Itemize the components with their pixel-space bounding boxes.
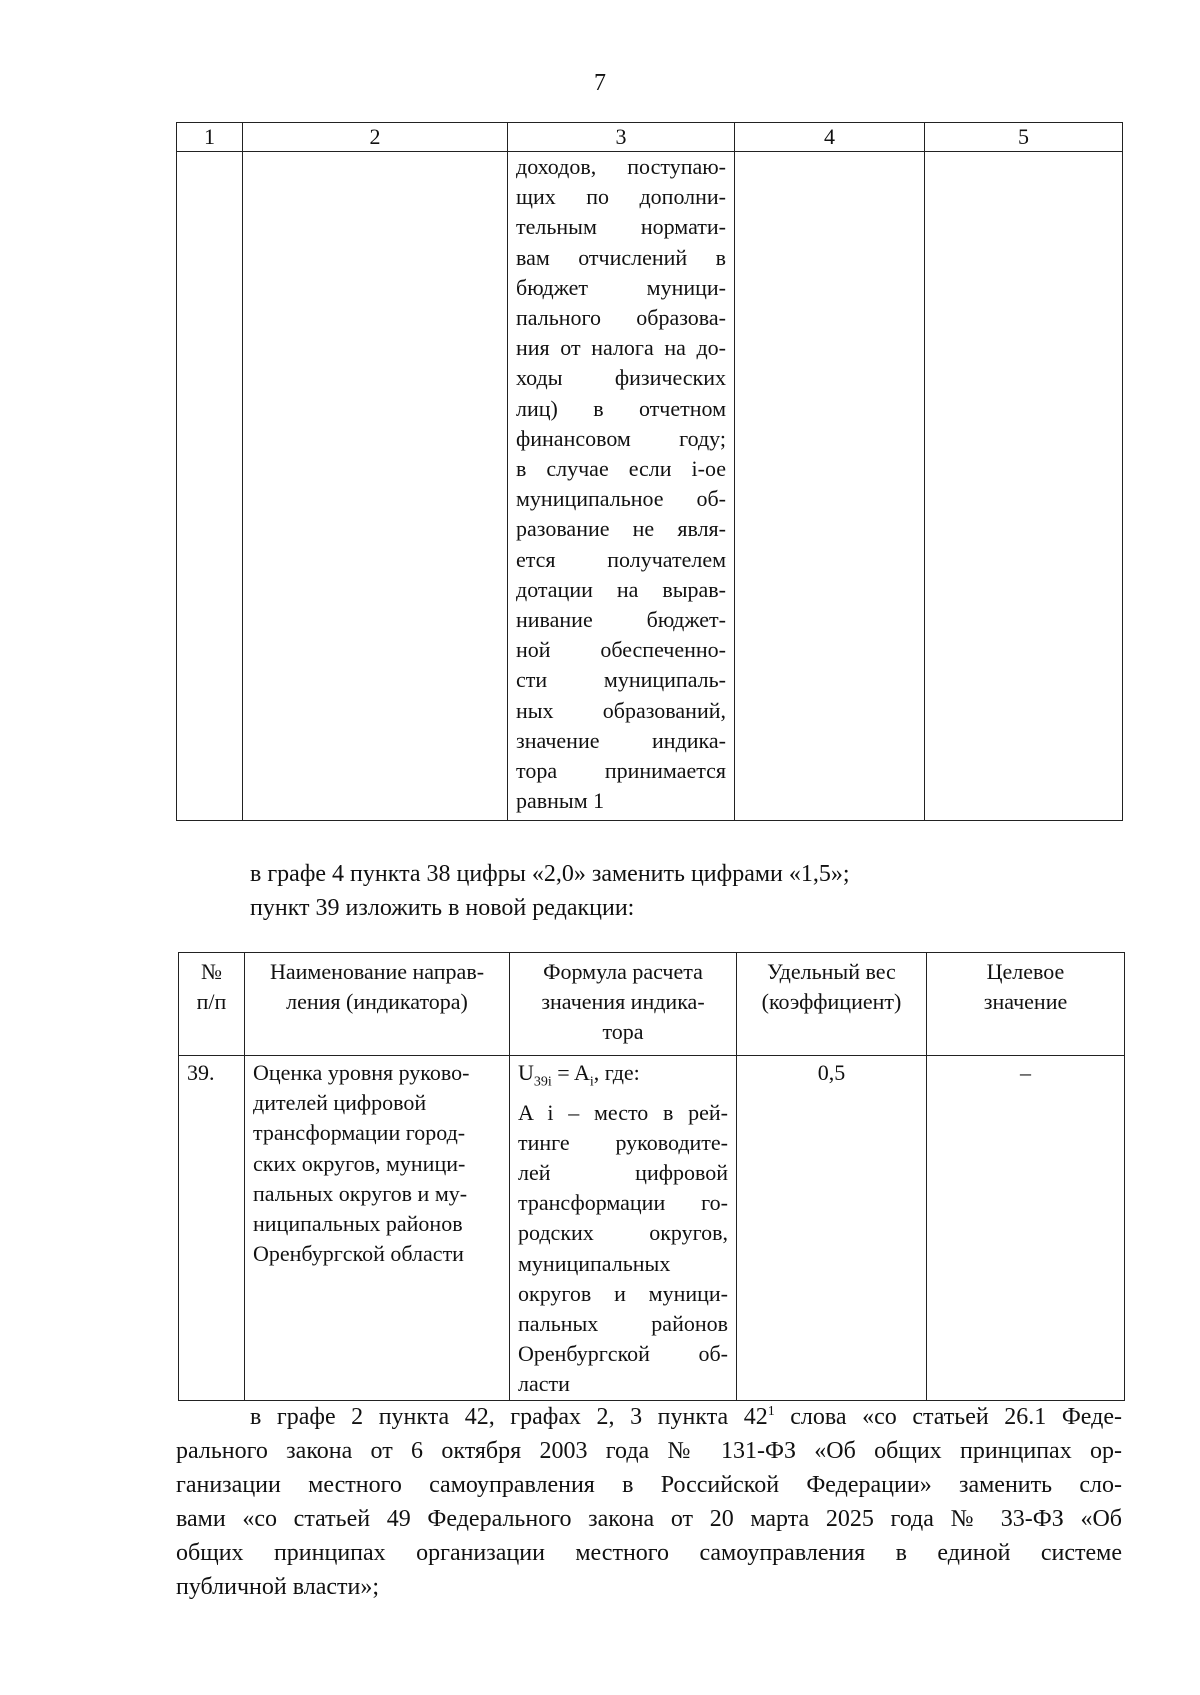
text-line: сти муниципаль- xyxy=(516,667,726,693)
table-continuation xyxy=(176,122,1123,821)
paragraph-amend-42 xyxy=(176,1400,1122,1604)
text-line: бюджет муници- xyxy=(516,274,726,300)
text-line: Оренбургской об- xyxy=(518,1341,728,1367)
paragraph-line: публичной власти»; xyxy=(176,1574,380,1600)
formula-line: $U_{39i} = A_i$, где: xyxy=(518,1060,640,1090)
paragraph-line: общих принципах организации местного самоуправления в единой системе xyxy=(176,1540,1122,1566)
table-row xyxy=(177,152,1123,821)
text-line: муниципальное об- xyxy=(516,486,726,512)
column-number-1: 1 xyxy=(177,123,243,152)
table-header-row xyxy=(177,123,1123,152)
text-line: пального образова- xyxy=(516,305,726,331)
paragraph-line: рального закона от 6 октября 2003 года № 131-ФЗ «Об общих принципах ор- xyxy=(176,1438,1122,1464)
header-weight: Удельный вес (коэффициент) xyxy=(737,953,927,1056)
text-line: Оренбургской области xyxy=(253,1241,464,1267)
text-line: финансовом году; xyxy=(516,425,726,451)
text-line: тора принимается xyxy=(516,758,726,784)
text-line: родских округов, xyxy=(518,1220,728,1246)
formula-cell xyxy=(510,1056,737,1401)
text-line: вам отчислений в xyxy=(516,244,726,270)
text-line: ских округов, муници- xyxy=(253,1150,466,1176)
text-line: ласти xyxy=(518,1371,570,1397)
text-line: ния от налога на до- xyxy=(516,335,726,361)
cell-empty xyxy=(735,152,925,821)
row-number: 39. xyxy=(179,1056,245,1401)
text-line: ной обеспеченно- xyxy=(516,637,726,663)
table-header-row xyxy=(179,953,1125,1056)
text-line: лиц) в отчетном xyxy=(516,395,726,421)
text-line: A i – место в рей- xyxy=(518,1099,728,1125)
text-line: Оценка уровня руково- xyxy=(253,1060,470,1085)
paragraph-amend-38: в графе 4 пункта 38 цифры «2,0» заменить цифрами «1,5»; xyxy=(250,861,850,887)
text-line: разование не явля- xyxy=(516,516,726,542)
table-row xyxy=(179,1056,1125,1401)
text-line: лей цифровой xyxy=(518,1160,728,1185)
text-line: дителей цифровой xyxy=(253,1090,427,1116)
column-number-2: 2 xyxy=(243,123,508,152)
paragraph-amend-39: пункт 39 изложить в новой редакции: xyxy=(250,895,635,921)
text-line: дотации на вырав- xyxy=(516,576,726,602)
table-item-39 xyxy=(178,952,1125,1401)
cell-empty xyxy=(925,152,1123,821)
indicator-name-cell xyxy=(245,1056,510,1401)
text-line: муниципальных xyxy=(518,1250,671,1276)
formula-description-cell xyxy=(508,152,735,821)
weight-cell: 0,5 xyxy=(737,1056,927,1401)
text-line: щих по дополни- xyxy=(516,184,726,210)
text-line: ниципальных районов xyxy=(253,1211,463,1237)
text-line: трансформации го- xyxy=(518,1190,728,1216)
text-line: пальных районов xyxy=(518,1311,728,1337)
text-line: в случае если i-ое xyxy=(516,456,726,482)
header-formula: Формула расчета значения индика- тора xyxy=(510,953,737,1056)
header-target: Целевое значение xyxy=(927,953,1125,1056)
text-line: ных образований, xyxy=(516,697,726,723)
column-number-3: 3 xyxy=(508,123,735,152)
text-line: ется получателем xyxy=(516,546,726,572)
paragraph-line: вами «со статьей 49 Федерального закона от 20 марта 2025 года № 33-ФЗ «Об xyxy=(176,1506,1122,1532)
text-line: округов и муници- xyxy=(518,1280,728,1306)
column-number-5: 5 xyxy=(925,123,1123,152)
cell-empty xyxy=(243,152,508,821)
paragraph-line: в графе 2 пункта 42, графах 2, 3 пункта $42^1$ слова «со статьей 26.1 Феде- xyxy=(250,1404,1122,1430)
text-line: тельным нормати- xyxy=(516,214,726,240)
cell-empty xyxy=(177,152,243,821)
paragraph-line: ганизации местного самоуправления в Российской Федерации» заменить сло- xyxy=(176,1472,1122,1498)
text-line: нивание бюджет- xyxy=(516,607,726,633)
text-line: трансформации город- xyxy=(253,1120,466,1146)
text-line: доходов, поступаю- xyxy=(516,154,726,179)
text-line: равным 1 xyxy=(516,788,605,814)
header-number: № п/п xyxy=(179,953,245,1056)
text-line: тинге руководите- xyxy=(518,1129,728,1155)
header-indicator-name: Наименование направ- ления (индикатора) xyxy=(245,953,510,1056)
column-number-4: 4 xyxy=(735,123,925,152)
text-line: ходы физических xyxy=(516,365,726,391)
text-line: пальных округов и му- xyxy=(253,1180,468,1206)
target-cell: – xyxy=(927,1056,1125,1401)
page-number: 7 xyxy=(594,70,606,96)
text-line: значение индика- xyxy=(516,727,726,753)
